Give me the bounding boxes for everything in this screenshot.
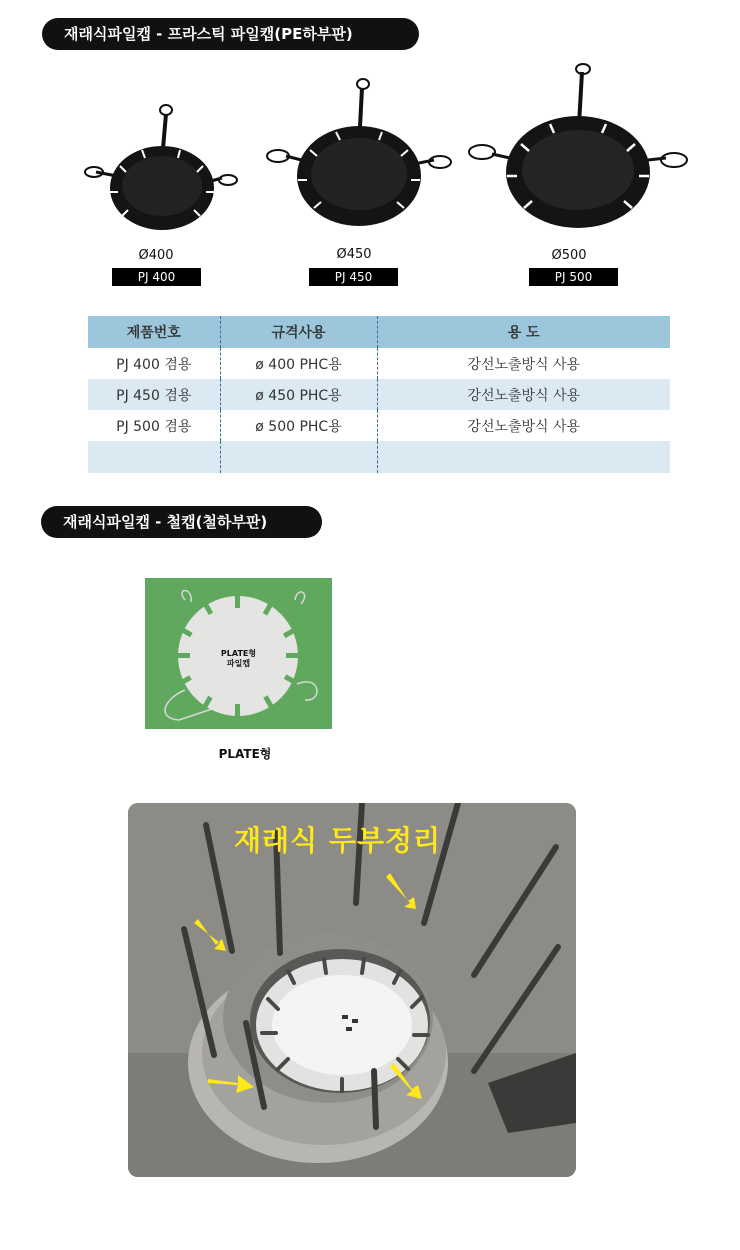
table-row-empty xyxy=(88,441,670,473)
site-photo xyxy=(128,803,576,1177)
cell-usage: 강선노출방식 사용 xyxy=(377,379,670,410)
cell-product-number: PJ 400 겸용 xyxy=(88,348,220,379)
header-spec: 규격사용 xyxy=(220,316,377,348)
spec-table-header xyxy=(88,316,670,348)
cell-usage: 강선노출방식 사용 xyxy=(377,410,670,441)
pile-head-site-image xyxy=(128,803,576,1177)
site-photo-overlay-title: 재래식 두부정리 xyxy=(234,824,442,857)
section-title-pe: 재래식파일캡 - 프라스틱 파일캡(PE하부판) xyxy=(42,18,419,50)
cell-spec: ø 500 PHC용 xyxy=(220,410,377,441)
model-tag-400: PJ 400 xyxy=(112,268,201,286)
pile-cap-400-image xyxy=(82,100,242,240)
header-usage: 용 도 xyxy=(377,316,670,348)
table-row xyxy=(88,348,670,379)
header-product-number: 제품번호 xyxy=(88,316,220,348)
plate-caption: PLATE형 xyxy=(218,747,272,761)
size-label-500: Ø500 xyxy=(551,248,587,263)
section-title-steel: 재래식파일캡 - 철캡(철하부판) xyxy=(41,506,322,538)
plate-label-line1: PLATE형 xyxy=(220,649,257,658)
cell-spec: ø 400 PHC용 xyxy=(220,348,377,379)
spec-table xyxy=(88,316,670,473)
pile-cap-450-image xyxy=(264,76,454,236)
plate-cap-photo xyxy=(145,578,332,729)
cell-product-number: PJ 450 겸용 xyxy=(88,379,220,410)
cell-product-number: PJ 500 겸용 xyxy=(88,410,220,441)
cell-spec: ø 450 PHC용 xyxy=(220,379,377,410)
model-tag-450: PJ 450 xyxy=(309,268,398,286)
table-row xyxy=(88,410,670,441)
size-label-400: Ø400 xyxy=(138,248,174,263)
size-label-450: Ø450 xyxy=(336,247,372,262)
plate-label-line2: 파일캡 xyxy=(226,659,251,668)
table-row xyxy=(88,379,670,410)
cell-usage: 강선노출방식 사용 xyxy=(377,348,670,379)
pile-cap-500-image xyxy=(466,62,692,242)
model-tag-500: PJ 500 xyxy=(529,268,618,286)
